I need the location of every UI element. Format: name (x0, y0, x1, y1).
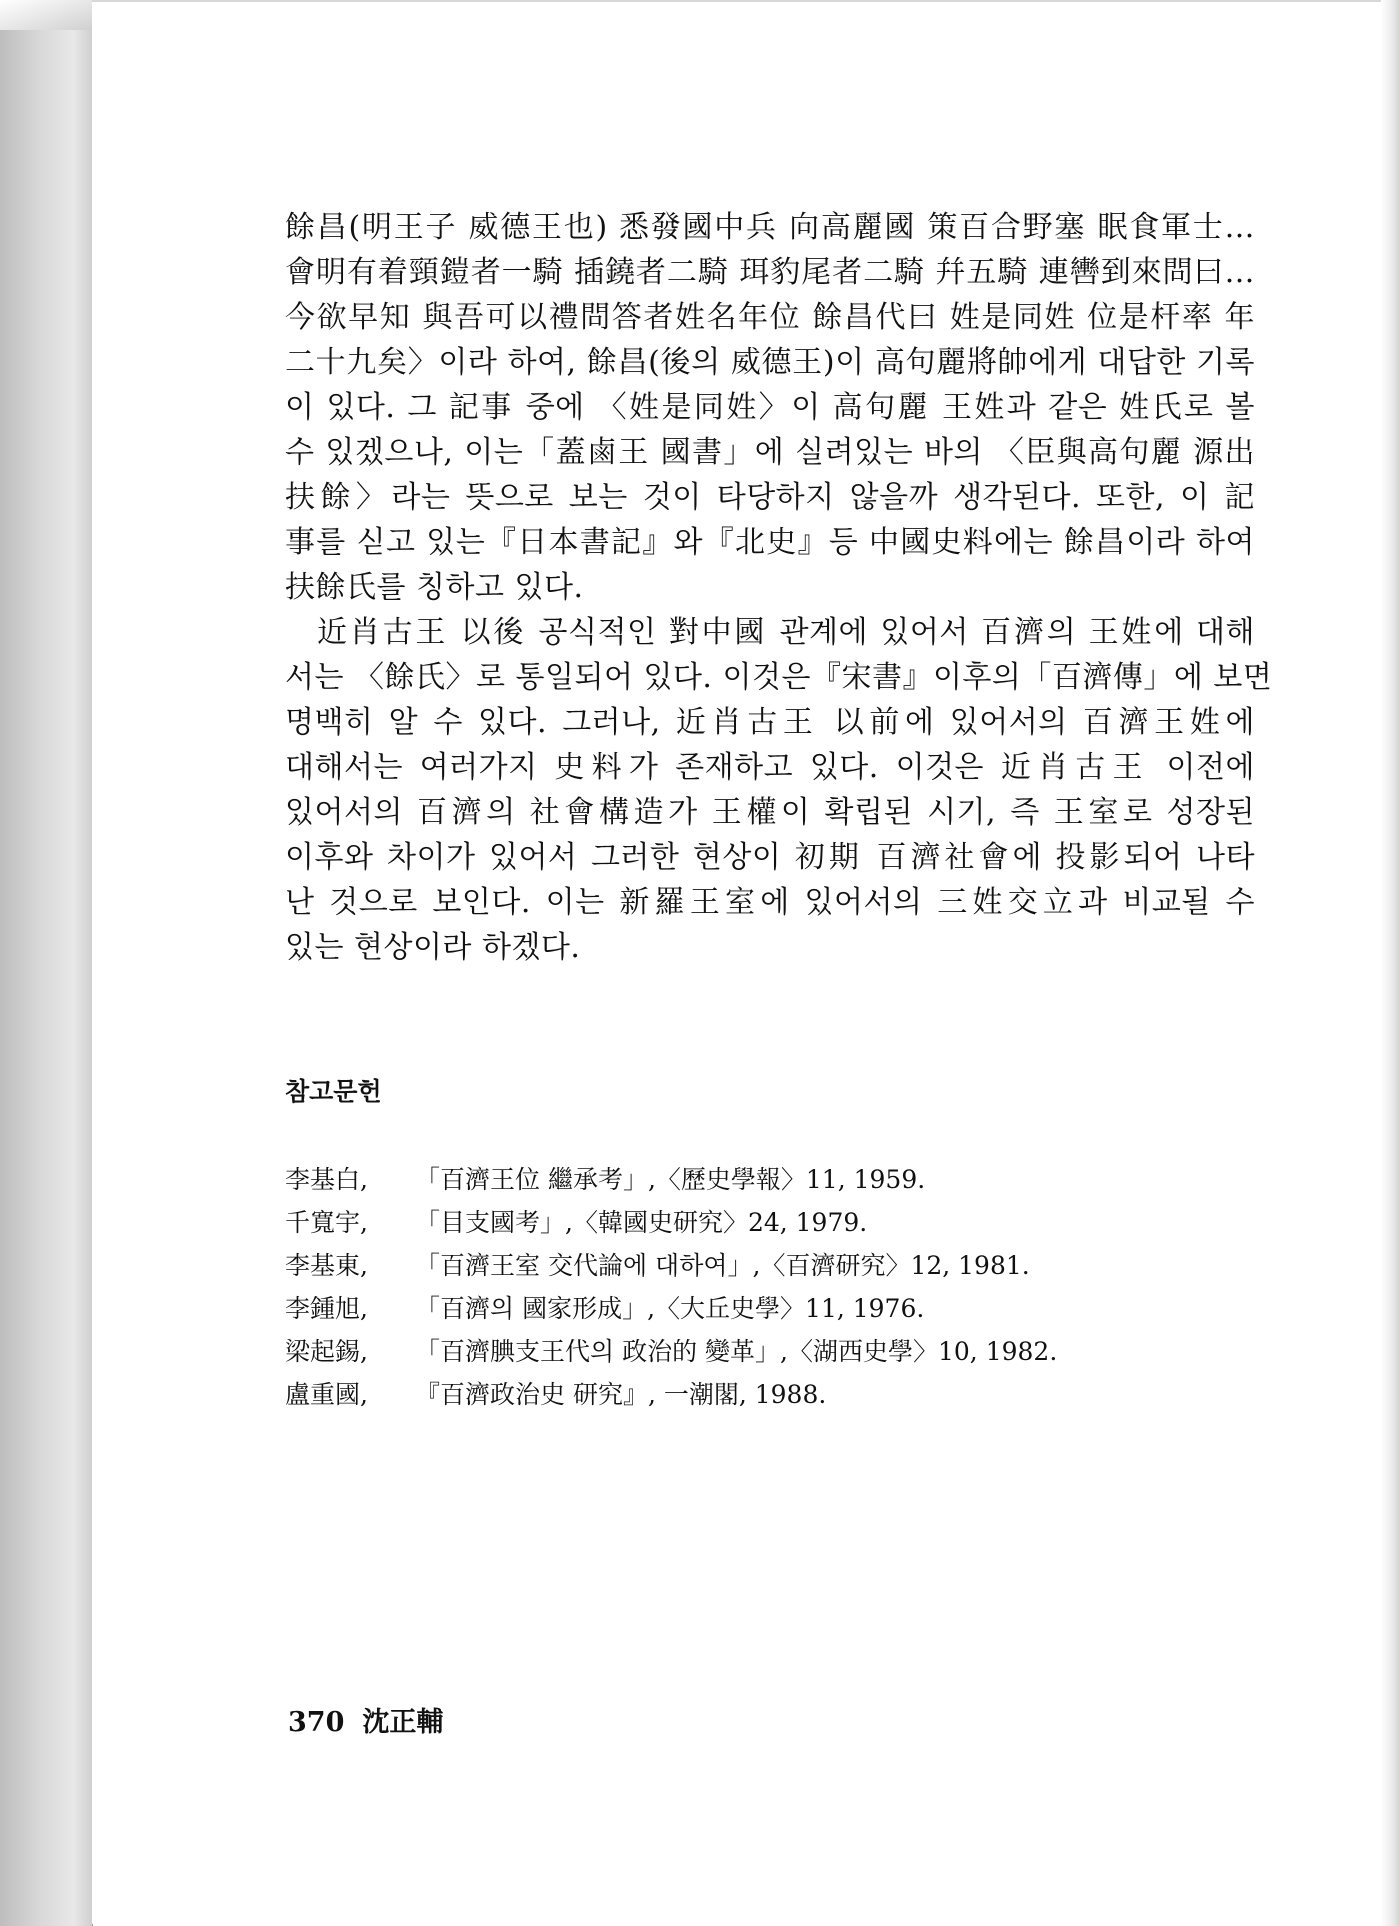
reference-author: 李基東, (285, 1251, 368, 1280)
body-line: 事를 싣고 있는『日本書記』와『北史』등 中國史料에는 餘昌이라 하여 (285, 525, 1255, 560)
reference-author: 李基白, (285, 1165, 368, 1194)
running-author: 沈正輔 (362, 1707, 444, 1738)
body-line: 난 것으로 보인다. 이는 新羅王室에 있어서의 三姓交立과 비교될 수 (285, 885, 1255, 920)
reference-text: 『百濟政治史 研究』, 一潮閣, 1988. (415, 1380, 827, 1409)
body-line: 명백히 알 수 있다. 그러나, 近肖古王 以前에 있어서의 百濟王姓에 (285, 705, 1255, 740)
reference-item (285, 1373, 1105, 1416)
reference-text: 「百濟王室 交代論에 대하여」,〈百濟研究〉12, 1981. (415, 1251, 1030, 1280)
reference-author: 盧重國, (285, 1380, 368, 1409)
page-number: 370 (288, 1707, 345, 1738)
body-line: 수 있겠으나, 이는「蓋鹵王 國書」에 실려있는 바의 〈臣與高句麗 源出 (285, 435, 1255, 470)
page-right-edge (1381, 0, 1399, 1926)
body-line: 二十九矣〉이라 하여, 餘昌(後의 威德王)이 高句麗將帥에게 대답한 기록 (285, 345, 1255, 380)
reference-text: 「目支國考」,〈韓國史研究〉24, 1979. (415, 1208, 868, 1237)
reference-item (285, 1244, 1105, 1287)
body-line: 이후와 차이가 있어서 그러한 현상이 初期 百濟社會에 投影되어 나타 (285, 840, 1255, 875)
body-line: 餘昌(明王子 威德王也) 悉發國中兵 向高麗國 策百合野塞 眠食軍士… (285, 210, 1255, 245)
body-line: 있는 현상이라 하겠다. (285, 930, 581, 965)
references-list (285, 1158, 1105, 1416)
body-text (285, 205, 1273, 970)
reference-item (285, 1330, 1105, 1373)
reference-author: 李鍾旭, (285, 1294, 368, 1323)
body-line: 扶餘〉라는 뜻으로 보는 것이 타당하지 않을까 생각된다. 또한, 이 記 (285, 480, 1255, 515)
book-spine (0, 0, 93, 1926)
reference-item (285, 1201, 1105, 1244)
body-line: 대해서는 여러가지 史料가 존재하고 있다. 이것은 近肖古王 이전에 (285, 750, 1255, 785)
reference-author: 梁起錫, (285, 1337, 368, 1366)
reference-item (285, 1287, 1105, 1330)
body-line: 近肖古王 以後 공식적인 對中國 관계에 있어서 百濟의 王姓에 대해 (317, 615, 1255, 650)
reference-text: 「百濟의 國家形成」,〈大丘史學〉11, 1976. (415, 1294, 925, 1323)
body-line: 會明有着頸鎧者一騎 插鐃者二騎 珥豹尾者二騎 幷五騎 連轡到來問曰… (285, 255, 1255, 290)
reference-text: 「百濟腆支王代의 政治的 變革」,〈湖西史學〉10, 1982. (415, 1337, 1058, 1366)
book-spine-corner (0, 0, 92, 30)
body-line: 扶餘氏를 칭하고 있다. (285, 570, 584, 605)
page-footer (288, 1700, 443, 1739)
reference-text: 「百濟王位 繼承考」,〈歷史學報〉11, 1959. (415, 1165, 926, 1194)
body-line: 있어서의 百濟의 社會構造가 王權이 확립된 시기, 즉 王室로 성장된 (285, 795, 1255, 830)
body-line: 서는 〈餘氏〉로 통일되어 있다. 이것은『宋書』이후의「百濟傳」에 보면 (285, 660, 1273, 695)
body-line: 今欲早知 與吾可以禮問答者姓名年位 餘昌代曰 姓是同姓 位是杆率 年 (285, 300, 1255, 335)
reference-author: 千寬宇, (285, 1208, 368, 1237)
reference-item (285, 1158, 1105, 1201)
references-heading: 참고문헌 (285, 1077, 382, 1106)
body-line: 이 있다. 그 記事 중에 〈姓是同姓〉이 高句麗 王姓과 같은 姓氏로 볼 (285, 390, 1255, 425)
